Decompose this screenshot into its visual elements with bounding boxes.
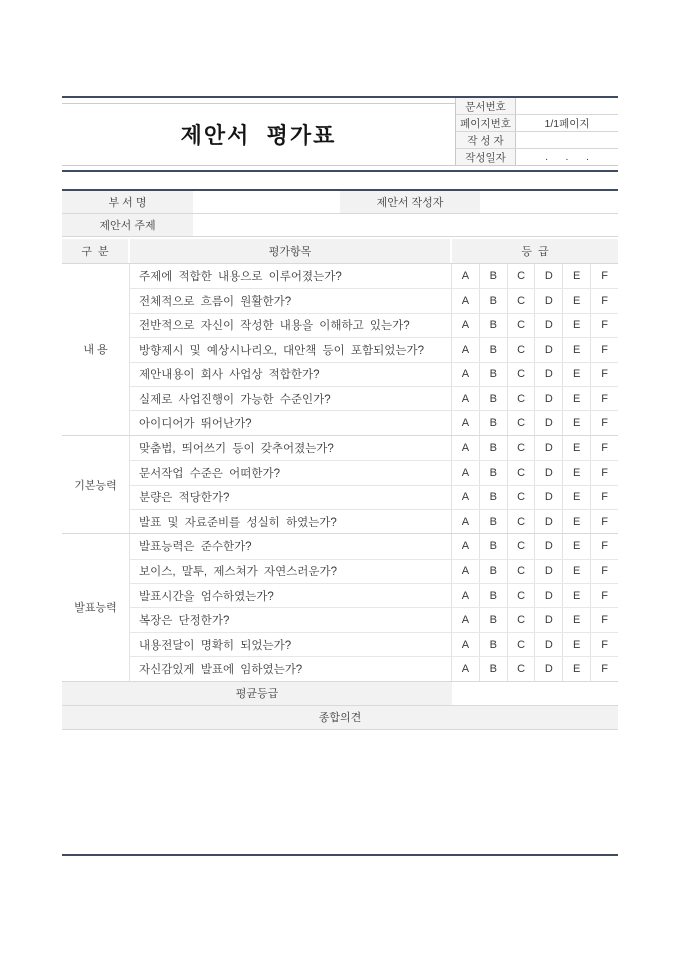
proposal-author-label: 제안서 작성자 — [340, 191, 480, 213]
grade-option-d[interactable]: D — [534, 314, 562, 337]
grade-option-a[interactable]: A — [452, 289, 479, 312]
grade-option-c[interactable]: C — [507, 411, 535, 434]
grade-option-f[interactable]: F — [590, 608, 618, 631]
info-row-page-number — [456, 115, 618, 132]
eval-section-2 — [62, 436, 618, 535]
grade-option-e[interactable]: E — [562, 486, 590, 509]
grade-option-d[interactable]: D — [534, 411, 562, 434]
grade-option-c[interactable]: C — [507, 560, 535, 583]
question-text: 분량은 적당한가? — [130, 486, 452, 509]
grade-option-f[interactable]: F — [590, 560, 618, 583]
question-text: 실제로 사업진행이 가능한 수준인가? — [130, 387, 452, 410]
eval-row — [130, 656, 618, 680]
eval-row — [130, 632, 618, 656]
grade-option-d[interactable]: D — [534, 387, 562, 410]
category-cell: 발표능력 — [62, 534, 130, 680]
grade-option-c[interactable]: C — [507, 314, 535, 337]
grade-option-e[interactable]: E — [562, 289, 590, 312]
grade-option-b[interactable]: B — [479, 411, 507, 434]
grade-option-f[interactable]: F — [590, 314, 618, 337]
grade-option-f[interactable]: F — [590, 510, 618, 533]
grade-option-b[interactable]: B — [479, 338, 507, 361]
grade-option-b[interactable]: B — [479, 436, 507, 460]
author-label: 작 성 자 — [456, 132, 516, 148]
proposal-subject-input[interactable] — [193, 214, 618, 236]
grade-option-c[interactable]: C — [507, 510, 535, 533]
question-text: 문서작업 수준은 어떠한가? — [130, 461, 452, 484]
meta-table — [62, 189, 618, 237]
grade-option-d[interactable]: D — [534, 461, 562, 484]
grade-option-e[interactable]: E — [562, 657, 590, 680]
grade-option-a[interactable]: A — [452, 510, 479, 533]
grade-option-d[interactable]: D — [534, 534, 562, 558]
grade-option-c[interactable]: C — [507, 363, 535, 386]
grade-option-a[interactable]: A — [452, 363, 479, 386]
grade-option-a[interactable]: A — [452, 584, 479, 607]
eval-row — [130, 583, 618, 607]
info-row-doc-number — [456, 98, 618, 115]
grade-option-c[interactable]: C — [507, 436, 535, 460]
grade-option-e[interactable]: E — [562, 534, 590, 558]
date-value[interactable]: . . . — [516, 149, 618, 165]
grade-option-a[interactable]: A — [452, 657, 479, 680]
evaluation-header-row — [62, 239, 618, 264]
eval-row — [130, 362, 618, 386]
grade-option-b[interactable]: B — [479, 461, 507, 484]
grade-option-d[interactable]: D — [534, 633, 562, 656]
grade-option-f[interactable]: F — [590, 363, 618, 386]
category-cell: 내 용 — [62, 264, 130, 435]
grade-option-d[interactable]: D — [534, 560, 562, 583]
question-text: 아이디어가 뛰어난가? — [130, 411, 452, 434]
average-grade-row — [62, 682, 618, 706]
evaluation-table — [62, 239, 618, 856]
grade-option-c[interactable]: C — [507, 264, 535, 288]
grade-option-e[interactable]: E — [562, 363, 590, 386]
grade-option-b[interactable]: B — [479, 657, 507, 680]
eval-row — [130, 509, 618, 533]
eval-row — [130, 288, 618, 312]
grade-option-e[interactable]: E — [562, 461, 590, 484]
question-text: 발표능력은 준수한가? — [130, 534, 452, 558]
question-text: 내용전달이 명확히 되었는가? — [130, 633, 452, 656]
grade-option-e[interactable]: E — [562, 584, 590, 607]
eval-row — [130, 460, 618, 484]
overall-opinion-input[interactable] — [62, 730, 618, 856]
page-number-label: 페이지번호 — [456, 115, 516, 131]
average-grade-label: 평균등급 — [62, 682, 452, 705]
page-number-value: 1/1페이지 — [516, 115, 618, 131]
page-title: 제안서 평가표 — [180, 123, 337, 148]
grade-option-c[interactable]: C — [507, 289, 535, 312]
question-text: 맞춤법, 띄어쓰기 등이 갖추어졌는가? — [130, 436, 452, 460]
eval-section-1 — [62, 264, 618, 436]
grade-option-e[interactable]: E — [562, 387, 590, 410]
grade-option-a[interactable]: A — [452, 560, 479, 583]
info-row-author — [456, 132, 618, 149]
grade-option-b[interactable]: B — [479, 560, 507, 583]
column-header-category: 구 분 — [62, 239, 130, 263]
doc-number-label: 문서번호 — [456, 98, 516, 114]
meta-row-subject — [62, 214, 618, 237]
grade-option-b[interactable]: B — [479, 363, 507, 386]
meta-row-department — [62, 191, 618, 214]
grade-option-c[interactable]: C — [507, 584, 535, 607]
eval-row — [130, 485, 618, 509]
grade-option-f[interactable]: F — [590, 657, 618, 680]
proposal-subject-label: 제안서 주제 — [62, 214, 193, 236]
grade-option-a[interactable]: A — [452, 633, 479, 656]
question-text: 발표 및 자료준비를 성실히 하였는가? — [130, 510, 452, 533]
eval-row — [130, 313, 618, 337]
proposal-author-input[interactable] — [480, 191, 618, 213]
grade-option-b[interactable]: B — [479, 387, 507, 410]
eval-row — [130, 559, 618, 583]
grade-option-d[interactable]: D — [534, 510, 562, 533]
grade-option-e[interactable]: E — [562, 338, 590, 361]
doc-number-value[interactable] — [516, 98, 618, 114]
column-header-grade: 등 급 — [452, 239, 618, 263]
grade-option-e[interactable]: E — [562, 633, 590, 656]
title-block — [62, 96, 618, 172]
grade-option-a[interactable]: A — [452, 486, 479, 509]
grade-option-b[interactable]: B — [479, 289, 507, 312]
grade-option-d[interactable]: D — [534, 289, 562, 312]
eval-row — [130, 607, 618, 631]
grade-option-b[interactable]: B — [479, 584, 507, 607]
grade-option-d[interactable]: D — [534, 486, 562, 509]
grade-option-d[interactable]: D — [534, 584, 562, 607]
document-page — [62, 0, 618, 856]
grade-option-e[interactable]: E — [562, 560, 590, 583]
grade-option-a[interactable]: A — [452, 387, 479, 410]
grade-option-f[interactable]: F — [590, 461, 618, 484]
grade-option-d[interactable]: D — [534, 608, 562, 631]
question-text: 자신감있게 발표에 임하였는가? — [130, 657, 452, 680]
grade-option-c[interactable]: C — [507, 534, 535, 558]
grade-option-b[interactable]: B — [479, 633, 507, 656]
grade-option-f[interactable]: F — [590, 264, 618, 288]
eval-row — [130, 337, 618, 361]
grade-option-d[interactable]: D — [534, 436, 562, 460]
grade-option-f[interactable]: F — [590, 436, 618, 460]
grade-option-c[interactable]: C — [507, 387, 535, 410]
grade-option-a[interactable]: A — [452, 338, 479, 361]
grade-option-a[interactable]: A — [452, 436, 479, 460]
grade-option-c[interactable]: C — [507, 486, 535, 509]
grade-option-e[interactable]: E — [562, 510, 590, 533]
question-text: 전반적으로 자신이 작성한 내용을 이해하고 있는가? — [130, 314, 452, 337]
grade-option-a[interactable]: A — [452, 534, 479, 558]
eval-row — [130, 410, 618, 434]
question-text: 주제에 적합한 내용으로 이루어졌는가? — [130, 264, 452, 288]
grade-option-b[interactable]: B — [479, 264, 507, 288]
grade-option-d[interactable]: D — [534, 338, 562, 361]
author-value[interactable] — [516, 132, 618, 148]
grade-option-c[interactable]: C — [507, 338, 535, 361]
overall-opinion-header — [62, 706, 618, 730]
grade-option-a[interactable]: A — [452, 264, 479, 288]
question-text: 복장은 단정한가? — [130, 608, 452, 631]
eval-row — [130, 264, 618, 288]
overall-opinion-label: 종합의견 — [318, 712, 362, 725]
grade-option-d[interactable]: D — [534, 363, 562, 386]
title-cell — [62, 103, 455, 165]
grade-option-f[interactable]: F — [590, 486, 618, 509]
grade-option-f[interactable]: F — [590, 534, 618, 558]
grade-option-f[interactable]: F — [590, 633, 618, 656]
grade-option-f[interactable]: F — [590, 338, 618, 361]
grade-option-c[interactable]: C — [507, 633, 535, 656]
grade-option-f[interactable]: F — [590, 289, 618, 312]
grade-option-a[interactable]: A — [452, 461, 479, 484]
eval-row — [130, 534, 618, 558]
eval-row — [130, 436, 618, 460]
question-text: 전체적으로 흐름이 원활한가? — [130, 289, 452, 312]
question-text: 발표시간을 엄수하였는가? — [130, 584, 452, 607]
grade-option-b[interactable]: B — [479, 534, 507, 558]
eval-body — [62, 264, 618, 682]
question-text: 제안내용이 회사 사업상 적합한가? — [130, 363, 452, 386]
department-label: 부 서 명 — [62, 191, 193, 213]
document-info-table — [455, 98, 618, 165]
grade-option-e[interactable]: E — [562, 264, 590, 288]
grade-option-c[interactable]: C — [507, 461, 535, 484]
grade-option-f[interactable]: F — [590, 411, 618, 434]
grade-option-a[interactable]: A — [452, 608, 479, 631]
grade-option-e[interactable]: E — [562, 608, 590, 631]
column-header-item: 평가항목 — [130, 239, 452, 263]
grade-option-a[interactable]: A — [452, 314, 479, 337]
question-text: 보이스, 말투, 제스쳐가 자연스러운가? — [130, 560, 452, 583]
grade-option-e[interactable]: E — [562, 436, 590, 460]
grade-option-a[interactable]: A — [452, 411, 479, 434]
question-text: 방향제시 및 예상시나리오, 대안책 등이 포함되었는가? — [130, 338, 452, 361]
date-label: 작성일자 — [456, 149, 516, 165]
grade-option-c[interactable]: C — [507, 608, 535, 631]
average-grade-input[interactable] — [452, 682, 618, 705]
grade-option-b[interactable]: B — [479, 486, 507, 509]
grade-option-c[interactable]: C — [507, 657, 535, 680]
grade-option-f[interactable]: F — [590, 387, 618, 410]
department-input[interactable] — [193, 191, 340, 213]
grade-option-b[interactable]: B — [479, 314, 507, 337]
eval-row — [130, 386, 618, 410]
grade-option-b[interactable]: B — [479, 608, 507, 631]
grade-option-e[interactable]: E — [562, 411, 590, 434]
category-cell: 기본능력 — [62, 436, 130, 534]
grade-option-d[interactable]: D — [534, 264, 562, 288]
eval-section-3 — [62, 534, 618, 681]
grade-option-d[interactable]: D — [534, 657, 562, 680]
grade-option-b[interactable]: B — [479, 510, 507, 533]
grade-option-f[interactable]: F — [590, 584, 618, 607]
grade-option-e[interactable]: E — [562, 314, 590, 337]
info-row-date — [456, 149, 618, 165]
